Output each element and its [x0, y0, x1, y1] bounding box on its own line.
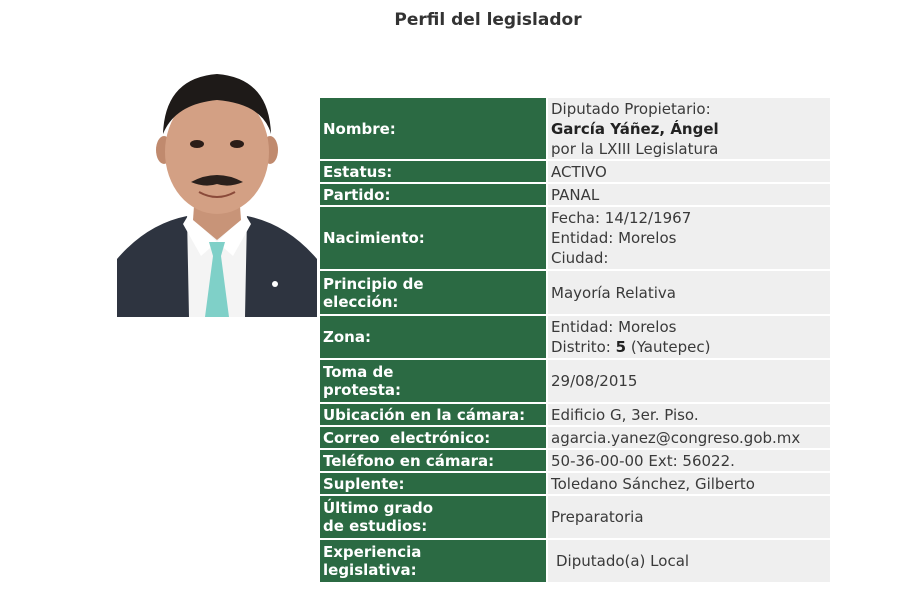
cargo: Diputado Propietario:	[551, 99, 711, 118]
value-toma: 29/08/2015	[548, 360, 830, 402]
row-grado	[320, 496, 830, 538]
distrito-number: 5	[615, 338, 627, 356]
label-nacimiento: Nacimiento:	[320, 207, 546, 269]
legislator-photo	[117, 64, 317, 317]
distrito-name: (Yautepec)	[626, 338, 711, 356]
label-experiencia-line2: legislativa:	[323, 561, 417, 579]
label-nombre: Nombre:	[320, 98, 546, 159]
row-partido	[320, 184, 830, 205]
label-toma-line2: protesta:	[323, 381, 402, 399]
label-telefono: Teléfono en cámara:	[320, 450, 546, 471]
legislatura: por la LXIII Legislatura	[551, 139, 719, 158]
value-nombre	[548, 98, 830, 159]
label-partido: Partido:	[320, 184, 546, 205]
label-grado	[320, 496, 546, 538]
row-ubicacion	[320, 404, 830, 425]
row-nombre	[320, 98, 830, 159]
label-grado-line2: de estudios:	[323, 517, 428, 535]
label-toma-line1: Toma de	[323, 363, 394, 381]
value-correo: agarcia.yanez@congreso.gob.mx	[548, 427, 830, 448]
label-zona: Zona:	[320, 316, 546, 358]
profile-table	[318, 96, 832, 584]
label-principio-line2: elección:	[323, 292, 399, 311]
fecha-nacimiento: Fecha: 14/12/1967	[551, 209, 692, 227]
value-nacimiento	[548, 207, 830, 269]
page-title: Perfil del legislador	[394, 10, 582, 30]
value-suplente: Toledano Sánchez, Gilberto	[548, 473, 830, 494]
label-ubicacion: Ubicación en la cámara:	[320, 404, 546, 425]
row-principio	[320, 271, 830, 314]
distrito-zona	[551, 337, 827, 357]
value-principio: Mayoría Relativa	[548, 271, 830, 314]
label-toma	[320, 360, 546, 402]
entidad-nacimiento: Entidad: Morelos	[551, 229, 677, 247]
ciudad-nacimiento: Ciudad:	[551, 249, 609, 267]
value-grado: Preparatoria	[548, 496, 830, 538]
legislator-name: García Yáñez, Ángel	[551, 119, 719, 138]
row-nacimiento	[320, 207, 830, 269]
value-experiencia: Diputado(a) Local	[548, 540, 830, 582]
entidad-zona: Entidad: Morelos	[551, 318, 677, 336]
row-toma	[320, 360, 830, 402]
label-principio	[320, 271, 546, 314]
row-correo	[320, 427, 830, 448]
value-telefono: 50-36-00-00 Ext: 56022.	[548, 450, 830, 471]
portrait-image	[117, 64, 317, 317]
distrito-prefix: Distrito:	[551, 338, 616, 356]
value-zona	[548, 316, 830, 358]
label-estatus: Estatus:	[320, 161, 546, 182]
label-principio-line1: Principio de	[323, 274, 424, 293]
row-estatus	[320, 161, 830, 182]
value-partido: PANAL	[548, 184, 830, 205]
label-correo: Correo electrónico:	[320, 427, 546, 448]
label-grado-line1: Último grado	[323, 499, 434, 517]
row-zona	[320, 316, 830, 358]
row-suplente	[320, 473, 830, 494]
value-ubicacion: Edificio G, 3er. Piso.	[548, 404, 830, 425]
row-experiencia	[320, 540, 830, 582]
label-experiencia-line1: Experiencia	[323, 543, 422, 561]
label-suplente: Suplente:	[320, 473, 546, 494]
row-telefono	[320, 450, 830, 471]
label-experiencia	[320, 540, 546, 582]
value-estatus: ACTIVO	[548, 161, 830, 182]
